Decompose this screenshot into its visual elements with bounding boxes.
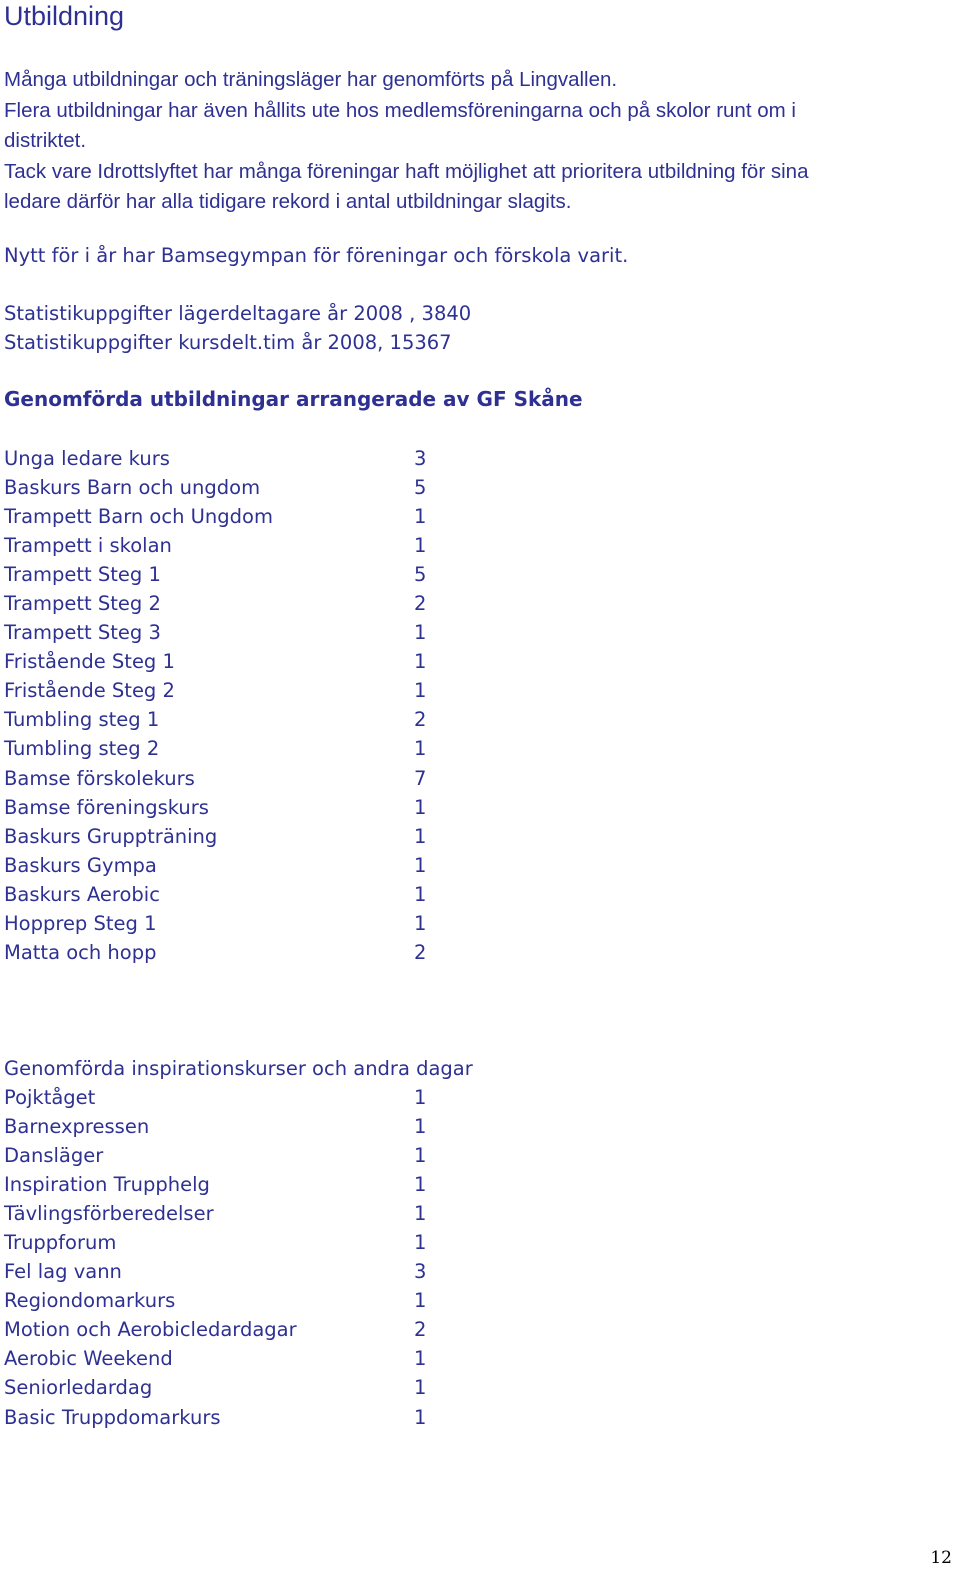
item-name: Trampett i skolan <box>4 534 172 558</box>
list-item <box>4 880 427 909</box>
intro-line: Tack vare Idrottslyftet har många föreningar haft möjlighet att prioritera utbildning för sina <box>4 159 809 183</box>
item-name: Bamse förskolekurs <box>4 766 195 790</box>
intro-line: distriktet. <box>4 129 87 152</box>
item-count: 5 <box>414 476 427 500</box>
item-count: 1 <box>414 911 427 935</box>
item-count: 1 <box>414 621 427 645</box>
item-name: Seniorledardag <box>4 1376 153 1400</box>
item-count: 2 <box>414 708 427 732</box>
item-count: 1 <box>414 1173 427 1197</box>
list-item <box>4 502 427 531</box>
item-count: 1 <box>414 1231 427 1255</box>
list-item <box>4 705 427 734</box>
item-count: 1 <box>414 1347 427 1371</box>
item-count: 5 <box>414 563 427 587</box>
item-name: Unga ledare kurs <box>4 447 170 470</box>
item-name: Baskurs Gympa <box>4 853 157 877</box>
item-name: Trampett Steg 2 <box>4 592 161 616</box>
list-item <box>4 1315 427 1344</box>
item-count: 2 <box>414 592 427 616</box>
item-count: 1 <box>414 1289 427 1313</box>
intro-line: Många utbildningar och träningsläger har genomförts på Lingvallen. <box>4 68 618 91</box>
item-name: Fristående Steg 1 <box>4 650 175 674</box>
list-item <box>4 1228 427 1257</box>
page-title: Utbildning <box>4 1 125 31</box>
item-name: Inspiration Trupphelg <box>4 1173 210 1197</box>
intro-line: ledare därför har alla tidigare rekord i antal utbildningar slagits. <box>4 190 572 213</box>
list-item <box>4 531 427 560</box>
item-name: Fristående Steg 2 <box>4 679 175 703</box>
item-name: Regiondomarkurs <box>4 1289 176 1313</box>
item-name: Truppforum <box>4 1231 117 1255</box>
courses-list <box>4 444 427 967</box>
list-item <box>4 589 427 618</box>
item-count: 3 <box>414 447 427 470</box>
item-name: Bamse föreningskurs <box>4 795 209 819</box>
item-count: 2 <box>414 940 427 964</box>
statistics-line: Statistikuppgifter kursdelt.tim år 2008, 15367 <box>4 331 452 354</box>
item-name: Tävlingsförberedelser <box>4 1202 214 1226</box>
item-count: 1 <box>414 795 427 819</box>
item-name: Matta och hopp <box>4 940 157 964</box>
item-count: 1 <box>414 1405 427 1429</box>
item-count: 1 <box>414 1202 427 1226</box>
item-count: 1 <box>414 882 427 906</box>
item-name: Dansläger <box>4 1144 104 1168</box>
item-name: Barnexpressen <box>4 1115 150 1139</box>
item-name: Tumbling steg 1 <box>4 708 160 732</box>
inspiration-list <box>4 1083 427 1432</box>
list-item <box>4 676 427 705</box>
list-item <box>4 1170 427 1199</box>
courses-heading: Genomförda utbildningar arrangerade av GF Skåne <box>4 387 583 411</box>
item-count: 1 <box>414 650 427 674</box>
list-item <box>4 764 427 793</box>
list-item <box>4 793 427 822</box>
item-count: 1 <box>414 679 427 703</box>
list-item <box>4 1141 427 1170</box>
list-item <box>4 647 427 676</box>
item-count: 1 <box>414 824 427 848</box>
list-item <box>4 1112 427 1141</box>
item-count: 1 <box>414 1086 427 1109</box>
item-count: 1 <box>414 1144 427 1168</box>
list-item <box>4 734 427 763</box>
item-name: Motion och Aerobicledardagar <box>4 1318 297 1342</box>
list-item <box>4 1083 427 1112</box>
list-item <box>4 473 427 502</box>
list-item <box>4 1286 427 1315</box>
item-name: Aerobic Weekend <box>4 1347 173 1371</box>
item-count: 3 <box>414 1260 427 1284</box>
list-item <box>4 938 427 967</box>
item-count: 1 <box>414 1115 427 1139</box>
item-name: Baskurs Aerobic <box>4 882 160 906</box>
list-item <box>4 909 427 938</box>
intro-paragraph <box>4 65 944 218</box>
list-item <box>4 1257 427 1286</box>
list-item <box>4 822 427 851</box>
item-count: 1 <box>414 534 427 558</box>
list-item <box>4 1199 427 1228</box>
item-name: Trampett Barn och Ungdom <box>4 505 273 529</box>
item-count: 1 <box>414 737 427 761</box>
page-number: 12 <box>930 1548 952 1568</box>
item-name: Basic Truppdomarkurs <box>4 1405 221 1429</box>
item-name: Fel lag vann <box>4 1260 122 1284</box>
item-name: Tumbling steg 2 <box>4 737 160 761</box>
item-name: Baskurs Barn och ungdom <box>4 476 261 500</box>
item-count: 1 <box>414 853 427 877</box>
item-count: 1 <box>414 1376 427 1400</box>
item-name: Trampett Steg 3 <box>4 621 161 645</box>
list-item <box>4 618 427 647</box>
item-name: Pojktåget <box>4 1086 96 1109</box>
list-item <box>4 560 427 589</box>
statistics-block <box>4 299 471 357</box>
list-item <box>4 1403 427 1432</box>
item-name: Hopprep Steg 1 <box>4 911 157 935</box>
item-count: 7 <box>414 766 427 790</box>
item-name: Trampett Steg 1 <box>4 563 161 587</box>
item-count: 2 <box>414 1318 427 1342</box>
list-item <box>4 444 427 473</box>
inspiration-heading: Genomförda inspirationskurser och andra dagar <box>4 1057 473 1080</box>
news-paragraph: Nytt för i år har Bamsegympan för föreningar och förskola varit. <box>4 244 629 267</box>
item-name: Baskurs Gruppträning <box>4 824 218 848</box>
statistics-line: Statistikuppgifter lägerdeltagare år 2008 , 3840 <box>4 302 472 325</box>
list-item <box>4 851 427 880</box>
list-item <box>4 1373 427 1402</box>
list-item <box>4 1344 427 1373</box>
intro-line: Flera utbildningar har även hållits ute hos medlemsföreningarna och på skolor runt om i <box>4 98 796 122</box>
item-count: 1 <box>414 505 427 529</box>
